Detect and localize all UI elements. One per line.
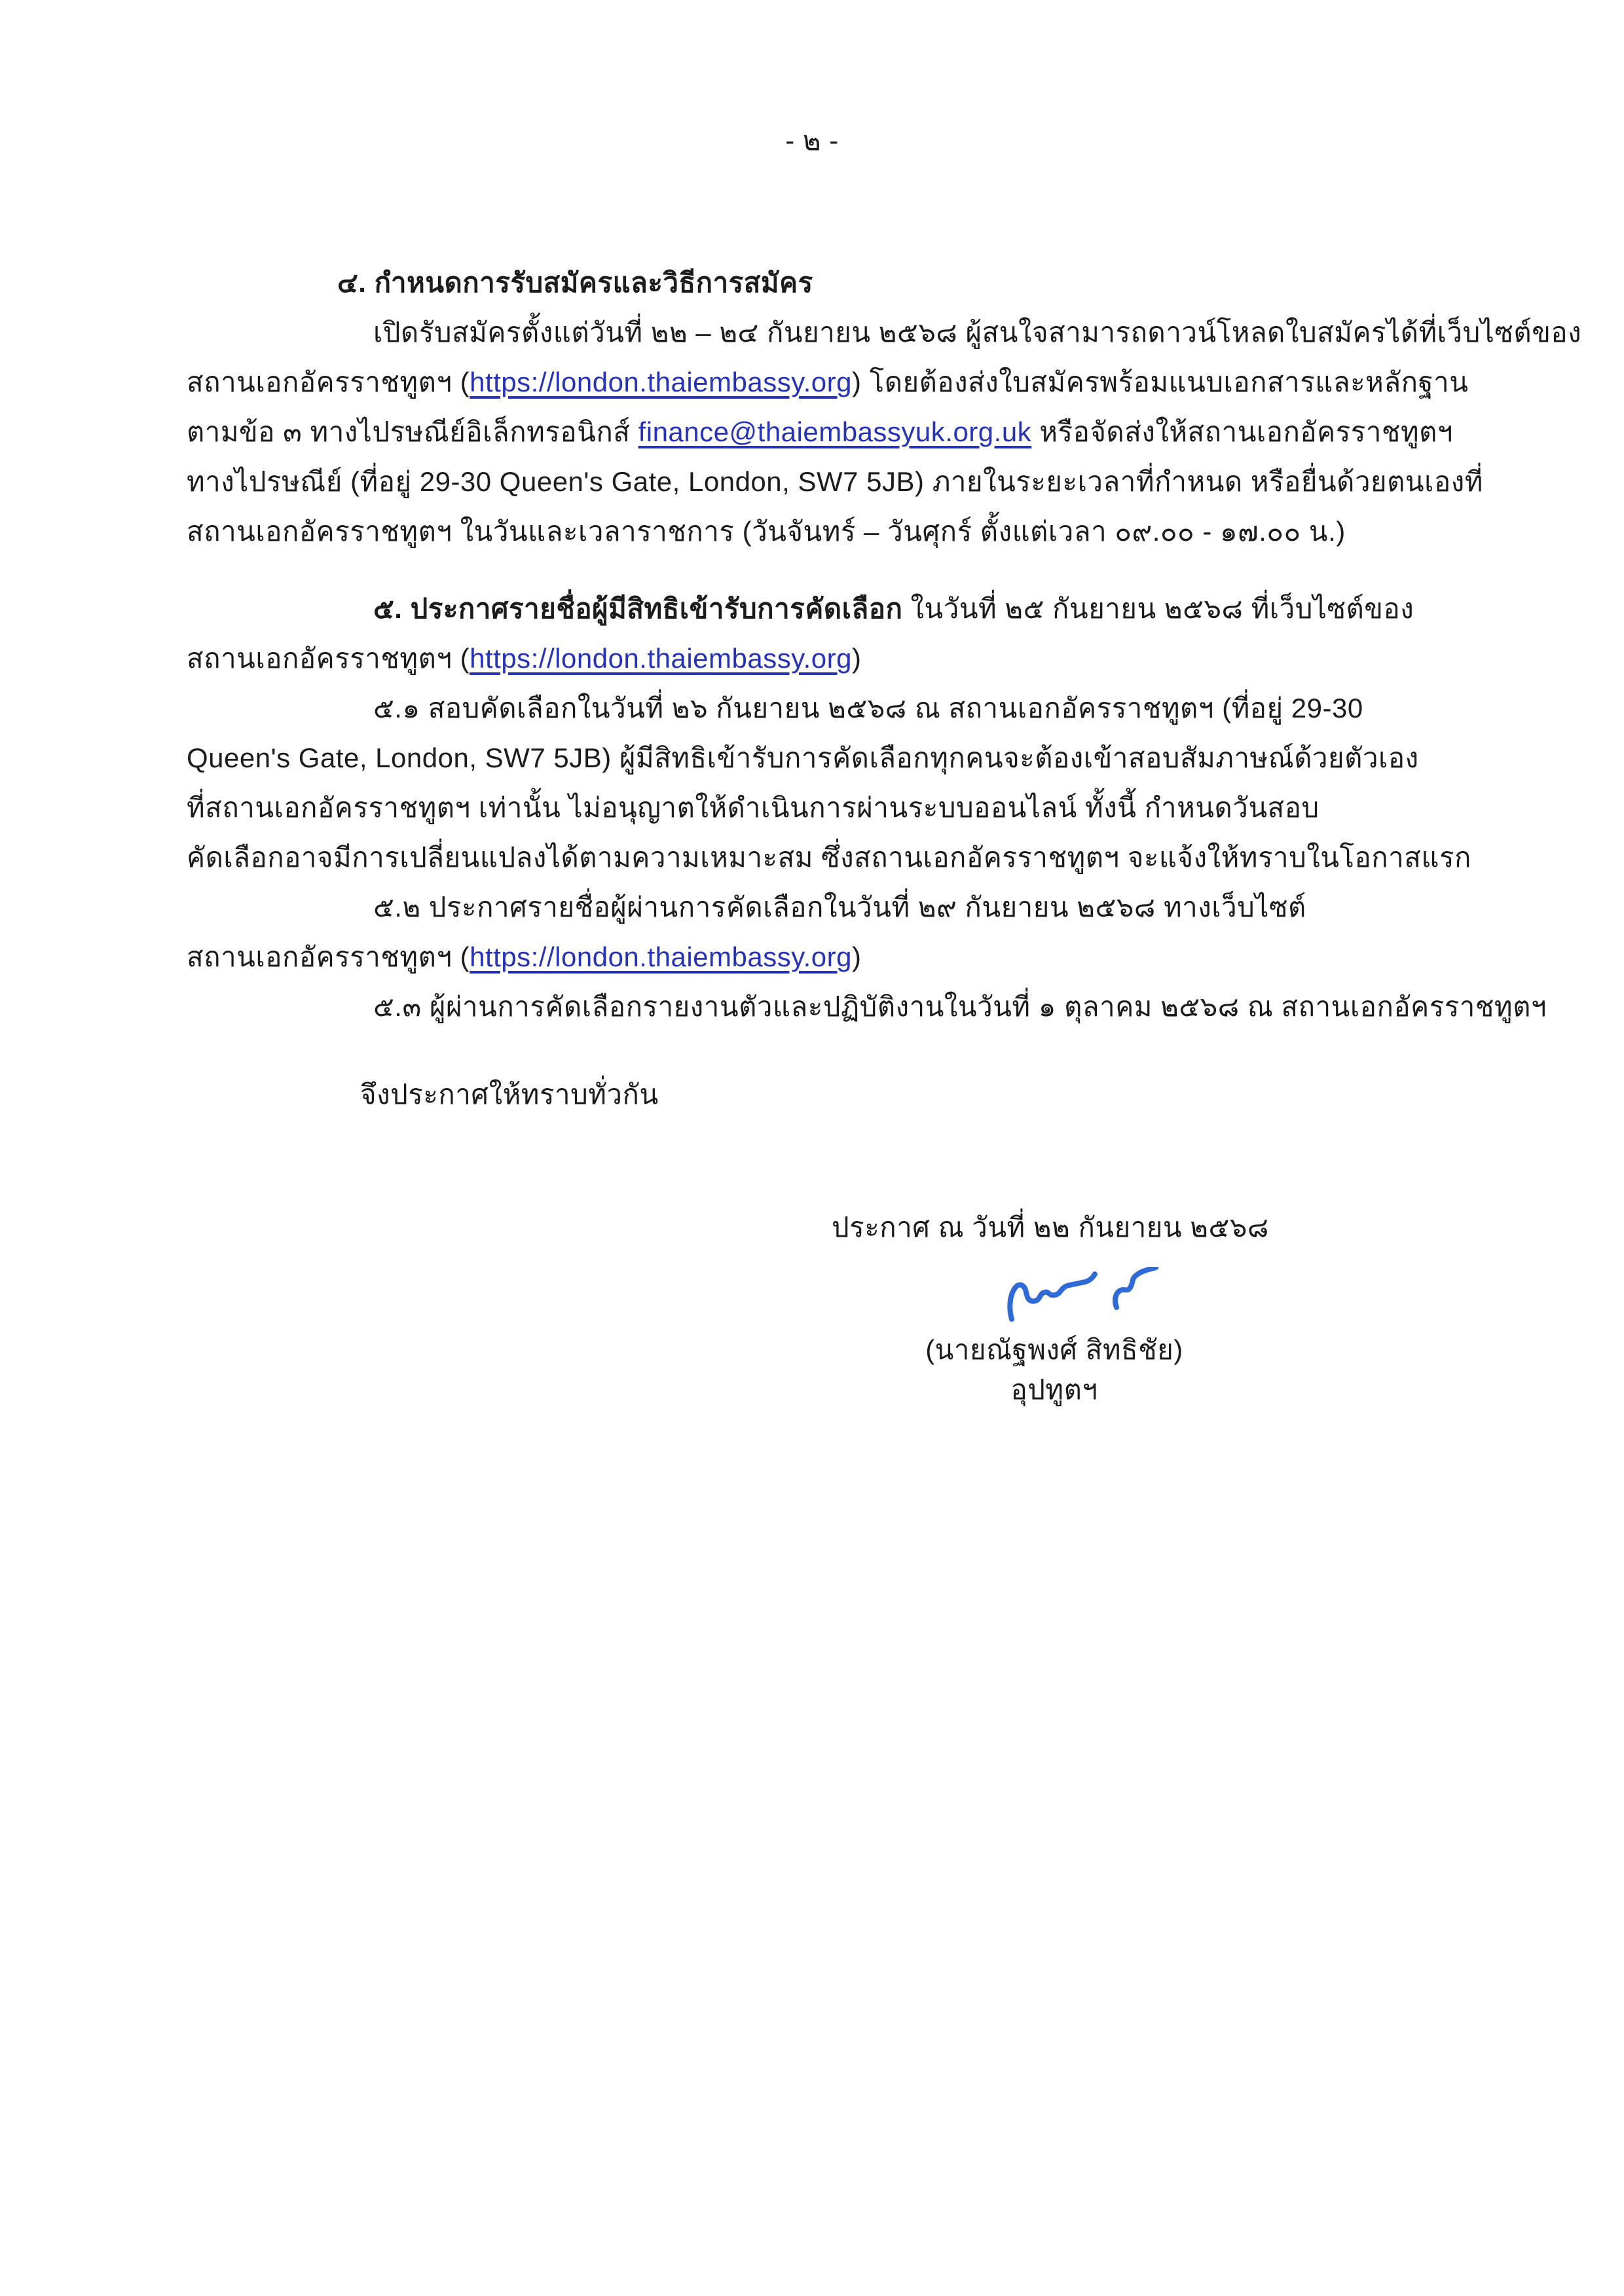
item-5-2-line1: ๕.๒ ประกาศรายชื่อผู้ผ่านการคัดเลือกในวันที่ ๒๙ กันยายน ๒๕๖๘ ทางเว็บไซต์: [373, 892, 1306, 922]
embassy-website-link[interactable]: https://london.thaiembassy.org: [470, 643, 852, 674]
section4-heading: ๔. กำหนดการรับสมัครและวิธีการสมัคร: [337, 267, 813, 298]
section4-line3-post: หรือจัดส่งให้สถานเอกอัครราชทูตฯ: [1031, 416, 1453, 447]
page-number: - ๒ -: [785, 125, 839, 156]
item-5-3-line1: ๕.๓ ผู้ผ่านการคัดเลือกรายงานตัวและปฏิบัติงานในวันที่ ๑ ตุลาคม ๒๕๖๘ ณ สถานเอกอัครราชทูตฯ: [373, 991, 1547, 1022]
section5-website-line: [187, 634, 862, 683]
item-5-1-line2: Queen's Gate, London, SW7 5JB) ผู้มีสิทธิเข้ารับการคัดเลือกทุกคนจะต้องเข้าสอบสัมภาษณ์ด้วยตัวเอง: [187, 742, 1419, 773]
section4-line4: ทางไปรษณีย์ (ที่อยู่ 29-30 Queen's Gate, London, SW7 5JB) ภายในระยะเวลาที่กำหนด หรือยื่นด้วยตนเองที่: [187, 466, 1483, 497]
finance-email-link[interactable]: finance@thaiembassyuk.org.uk: [638, 416, 1032, 447]
section4-line1: เปิดรับสมัครตั้งแต่วันที่ ๒๒ – ๒๔ กันยายน ๒๕๖๘ ผู้สนใจสามารถดาวน์โหลดใบสมัครได้ที่เว็บไซต์ของ: [373, 317, 1582, 348]
embassy-website-link[interactable]: https://london.thaiembassy.org: [470, 941, 852, 972]
announcement-date: ประกาศ ณ วันที่ ๒๒ กันยายน ๒๕๖๘: [832, 1212, 1269, 1243]
section4-line2: [187, 357, 1468, 407]
signer-name: (นายณัฐพงศ์ สิทธิชัย): [925, 1334, 1183, 1365]
section4-line3: [187, 407, 1453, 457]
item-5-2-line2-pre: สถานเอกอัครราชทูตฯ (: [187, 941, 470, 972]
item-5-1-line3: ที่สถานเอกอัครราชทูตฯ เท่านั้น ไม่อนุญาตให้ดำเนินการผ่านระบบออนไลน์ ทั้งนี้ กำหนดวันสอบ: [187, 792, 1320, 823]
section5-heading-rest: ในวันที่ ๒๕ กันยายน ๒๕๖๘ ที่เว็บไซต์ของ: [902, 593, 1414, 624]
embassy-website-link[interactable]: https://london.thaiembassy.org: [470, 367, 852, 397]
section4-line5: สถานเอกอัครราชทูตฯ ในวันและเวลาราชการ (วันจันทร์ – วันศุกร์ ตั้งแต่เวลา ๐๙.๐๐ - ๑๗.๐๐ น.): [187, 516, 1346, 547]
section4-line2-post: ) โดยต้องส่งใบสมัครพร้อมแนบเอกสารและหลักฐาน: [852, 367, 1469, 397]
signer-title: อุปทูตฯ: [1010, 1374, 1098, 1405]
item-5-2-line2-post: ): [852, 941, 862, 972]
section5-heading-bold: ๕. ประกาศรายชื่อผู้มีสิทธิเข้ารับการคัดเลือก: [373, 593, 903, 624]
item-5-2-line2: [187, 932, 862, 982]
closing-statement: จึงประกาศให้ทราบทั่วกัน: [360, 1079, 659, 1110]
section5-website-post: ): [852, 643, 862, 674]
section4-line3-pre: ตามข้อ ๓ ทางไปรษณีย์อิเล็กทรอนิกส์: [187, 416, 638, 447]
section5-website-pre: สถานเอกอัครราชทูตฯ (: [187, 643, 470, 674]
signature-icon: [1005, 1267, 1162, 1326]
item-5-1-line1: ๕.๑ สอบคัดเลือกในวันที่ ๒๖ กันยายน ๒๕๖๘ ณ สถานเอกอัครราชทูตฯ (ที่อยู่ 29-30: [373, 693, 1363, 723]
item-5-1-line4: คัดเลือกอาจมีการเปลี่ยนแปลงได้ตามความเหมาะสม ซึ่งสถานเอกอัครราชทูตฯ จะแจ้งให้ทราบในโอกาสแรก: [187, 842, 1471, 873]
section5-heading: [373, 584, 1414, 634]
section4-line2-pre: สถานเอกอัครราชทูตฯ (: [187, 367, 470, 397]
